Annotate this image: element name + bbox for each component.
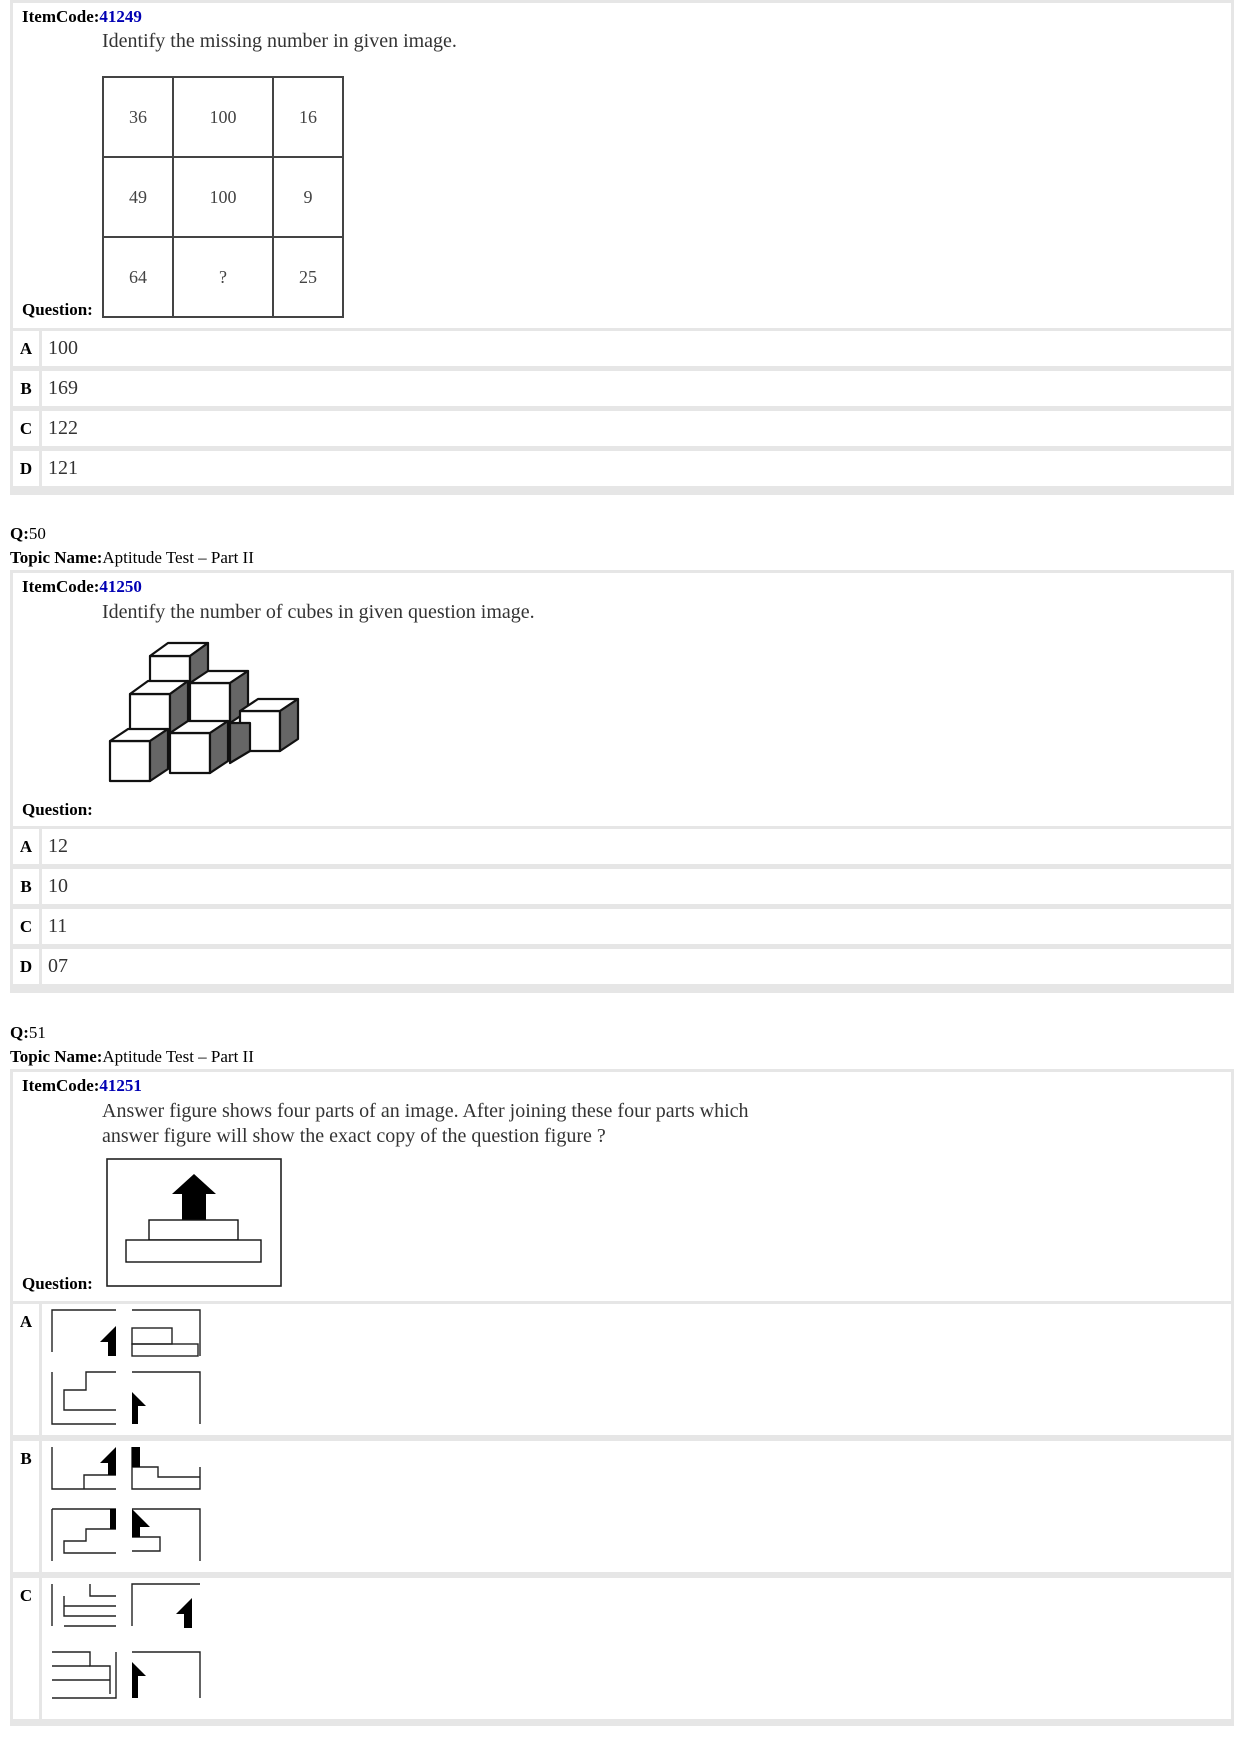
item-code: ItemCode:41251 — [22, 1076, 142, 1095]
grid-cell: 49 — [103, 157, 173, 237]
option-value: 121 — [42, 451, 1231, 486]
option-d[interactable] — [13, 451, 1231, 486]
question-text: Identify the missing number in given image. — [102, 30, 457, 52]
topic-name: Topic Name:Aptitude Test – Part II — [10, 548, 254, 567]
option-b[interactable] — [13, 1441, 1231, 1572]
option-value: 12 — [42, 829, 1231, 864]
question-label: Question: — [22, 1274, 93, 1293]
grid-cell: ? — [173, 237, 273, 317]
option-value: 100 — [42, 331, 1231, 366]
cubes-figure — [105, 631, 305, 821]
option-d[interactable] — [13, 949, 1231, 984]
question-row — [13, 3, 1231, 328]
item-code-value: 41249 — [99, 7, 142, 26]
option-figure — [42, 1578, 1231, 1719]
option-a[interactable] — [13, 331, 1231, 366]
question-number: Q:50 — [10, 524, 46, 543]
question-row — [13, 1072, 1231, 1301]
option-letter: C — [13, 411, 39, 446]
option-letter: A — [13, 1304, 39, 1435]
option-value: 169 — [42, 371, 1231, 406]
option-c[interactable] — [13, 411, 1231, 446]
grid-cell: 100 — [173, 77, 273, 157]
option-letter: B — [13, 869, 39, 904]
question-text: Identify the number of cubes in given question image. — [102, 601, 535, 623]
item-code-value: 41250 — [99, 577, 142, 596]
topic-name: Topic Name:Aptitude Test – Part II — [10, 1047, 254, 1066]
answer-pieces-b — [50, 1445, 210, 1570]
grid-cell: 36 — [103, 77, 173, 157]
question-card-41249 — [10, 0, 1234, 495]
question-card-41251 — [10, 1069, 1234, 1726]
item-code-value: 41251 — [99, 1076, 142, 1095]
grid-cell: 100 — [173, 157, 273, 237]
option-c[interactable] — [13, 909, 1231, 944]
option-a[interactable] — [13, 829, 1231, 864]
option-a[interactable] — [13, 1304, 1231, 1435]
question-card-41250 — [10, 570, 1234, 993]
question-text-line1: Answer figure shows four parts of an image. After joining these four parts which — [102, 1100, 749, 1122]
option-b[interactable] — [13, 371, 1231, 406]
option-letter: D — [13, 451, 39, 486]
grid-cell: 16 — [273, 77, 343, 157]
option-letter: B — [13, 371, 39, 406]
option-value: 10 — [42, 869, 1231, 904]
answer-pieces-c — [50, 1582, 210, 1717]
number-grid — [102, 76, 344, 318]
grid-cell: 64 — [103, 237, 173, 317]
option-b[interactable] — [13, 869, 1231, 904]
option-value: 07 — [42, 949, 1231, 984]
item-code: ItemCode:41249 — [22, 7, 142, 26]
question-label: Question: — [22, 300, 93, 319]
question-row — [13, 573, 1231, 826]
answer-pieces-a — [50, 1308, 210, 1433]
option-value: 11 — [42, 909, 1231, 944]
option-letter: A — [13, 331, 39, 366]
option-c[interactable] — [13, 1578, 1231, 1719]
option-letter: B — [13, 1441, 39, 1572]
grid-cell: 25 — [273, 237, 343, 317]
option-figure — [42, 1304, 1231, 1435]
grid-cell: 9 — [273, 157, 343, 237]
question-label: Question: — [22, 800, 93, 819]
option-figure — [42, 1441, 1231, 1572]
option-letter: C — [13, 909, 39, 944]
question-figure — [106, 1158, 282, 1288]
question-number: Q:51 — [10, 1023, 46, 1042]
option-letter: D — [13, 949, 39, 984]
option-letter: A — [13, 829, 39, 864]
option-letter: C — [13, 1578, 39, 1719]
item-code: ItemCode:41250 — [22, 577, 142, 596]
question-text-line2: answer figure will show the exact copy of the question figure ? — [102, 1125, 606, 1147]
option-value: 122 — [42, 411, 1231, 446]
